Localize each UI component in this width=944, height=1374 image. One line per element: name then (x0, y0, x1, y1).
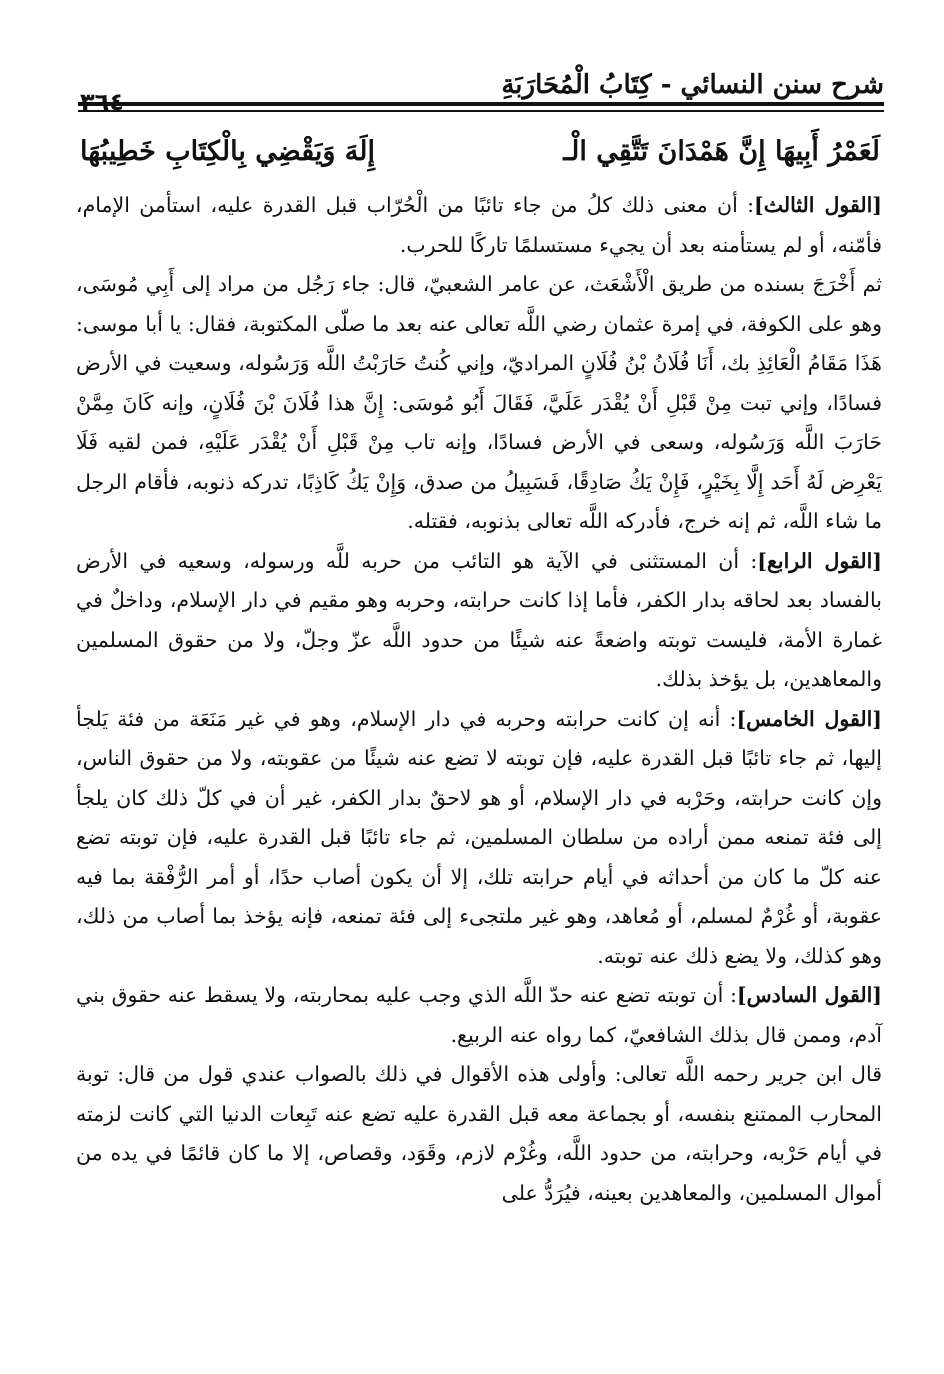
paragraph-third-opinion (76, 186, 882, 265)
paragraph-label: [القول الرابع] (757, 548, 882, 573)
paragraph-fourth-opinion (76, 542, 882, 700)
paragraph-text: قال ابن جرير رحمه اللَّه تعالى: وأولى هذه الأقوال في ذلك بالصواب عندي قول من قال: توبة المحارب الممتنع بنفسه، أو بجماعة معه قبل القدرة عليه تضع عنه تَبِعات الدنيا التي كانت لزمته في أيام حَرْبه، وحرابته، من حدود اللَّه، وغُرْم لازم، وقَوَد، وقصاص، إلا ما كان قائمًا في يده من أموال المسلمين، والمعاهدين بعينه، فيُرَدُّ على (76, 1062, 882, 1205)
paragraph-text: : أن توبته تضع عنه حدّ اللَّه الذي وجب عليه بمحاربته، ولا يسقط عنه حقوق بني آدم، وممن قال بذلك الشافعيّ، كما رواه عنه الربيع. (76, 983, 882, 1047)
poetry-verse (80, 130, 880, 174)
page-header (78, 66, 884, 116)
running-title: شرح سنن النسائي - كِتَابُ الْمُحَارَبَةِ (501, 70, 884, 100)
header-rule-thin (78, 110, 884, 112)
paragraph-label: [القول الثالث] (754, 193, 882, 217)
paragraph-text: : أنه إن كانت حرابته وحربه في دار الإسلام، وهو في غير مَنَعَة من فئة يَلجأ إليها، ثم جاء تائبًا قبل القدرة عليه، فإن توبته لا تضع عنه شيئًا من عقوبته، ولا من حقوق الناس، وإن كانت حرابته، وحَرْبه في دار الإسلام، أو هو لاحقٌ بدار الكفر، غير أن في كلّ ذلك كان يلجأ إلى فئة تمنعه ممن أراده من سلطان المسلمين، ثم جاء تائبًا قبل القدرة عليه، فإن توبته تضع عنه كلّ ما كان من أحداثه في أيام حرابته تلك، إلا أن يكون أصاب حدًا، أو أمر الرُّفْقة بما فيه عقوبة، أو غُرْمٌ لمسلم، أو مُعاهد، وهو غير ملتجىء إلى فئة تمنعه، فإنه يؤخذ بما أصاب من ذلك، وهو كذلك، ولا يضع ذلك عنه توبته. (76, 706, 882, 968)
paragraph-fifth-opinion (76, 700, 882, 977)
body-text (76, 186, 882, 1213)
page-number: ٣٦٤ (80, 88, 124, 116)
paragraph-text: : أن معنى ذلك كلُ من جاء تائبًا من الْحُرّاب قبل القدرة عليه، استأمن الإمام، فأمّنه، أو لم يستأمنه بعد أن يجيء مستسلمًا تاركًا للحرب. (76, 193, 882, 257)
header-rule-thick (78, 102, 884, 106)
paragraph-sixth-opinion (76, 976, 882, 1055)
paragraph-label: [القول الخامس] (736, 706, 882, 731)
paragraph-text: ثم أَخْرَجَ بسنده من طريق الْأَشْعَث، عن عامر الشعبيّ، قال: جاء رَجُل من مراد إلى أَبِي مُوسَى، وهو على الكوفة، في إمرة عثمان رضي اللَّه تعالى عنه بعد ما صلّى المكتوبة، فقال: يا أبا موسى: هَذَا مَقَامُ الْعَائِذِ بك، أَنَا فُلَانُ بْنُ فُلَانٍ المراديّ، وإني كُنتُ حَارَبْتُ اللَّه وَرَسُوله، وسعيت في الأرض فسادًا، وإني تبت مِنْ قَبْلِ أَنْ يُقْدَر عَلَيَّ، فَقَالَ أَبُو مُوسَى: إِنَّ هذا فُلَانَ بْنَ فُلَانٍ، وإنه كَانَ مِمَّنْ حَارَبَ اللَّه وَرَسُوله، وسعى في الأرض فسادًا، وإنه تاب مِنْ قَبْلِ أَنْ يُقْدَر عَلَيْهِ، فمن لقيه فَلَا يَعْرِض لَهُ أَحَد إِلَّا بِخَيْرٍ، فَإِنْ يَكُ صَادِقًا، فَسَبِيلُ من صدق، وَإِنْ يَكُ كَاذِبًا، تدركه ذنوبه، فأقام الرجل ما شاء اللَّه، ثم إنه خرج، فأدركه اللَّه تعالى بذنوبه، فقتله. (76, 272, 882, 533)
paragraph-text: : أن المستثنى في الآية هو التائب من حربه للَّه ورسوله، وسعيه في الأرض بالفساد بعد لحاقه بدار الكفر، فأما إذا كانت حرابته، وحربه وهو مقيم في دار الإسلام، وداخلٌ في غمارة الأمة، فليست توبته واضعةً عنه شيئًا من حدود اللَّه عزّ وجلّ، ولا من حقوق المسلمين والمعاهدين، بل يؤخذ بذلك. (76, 548, 882, 691)
paragraph-narration (76, 265, 882, 542)
verse-hemistich-right: لَعَمْرُ أَبِيهَا إِنَّ هَمْدَانَ تَتَّقِي الْـ (563, 136, 880, 167)
verse-hemistich-left: إِلَهَ وَيَقْضِي بِالْكِتَابِ خَطِيبُهَا (80, 136, 376, 167)
paragraph-ibn-jarir (76, 1055, 882, 1213)
paragraph-label: [القول السادس] (736, 983, 882, 1007)
